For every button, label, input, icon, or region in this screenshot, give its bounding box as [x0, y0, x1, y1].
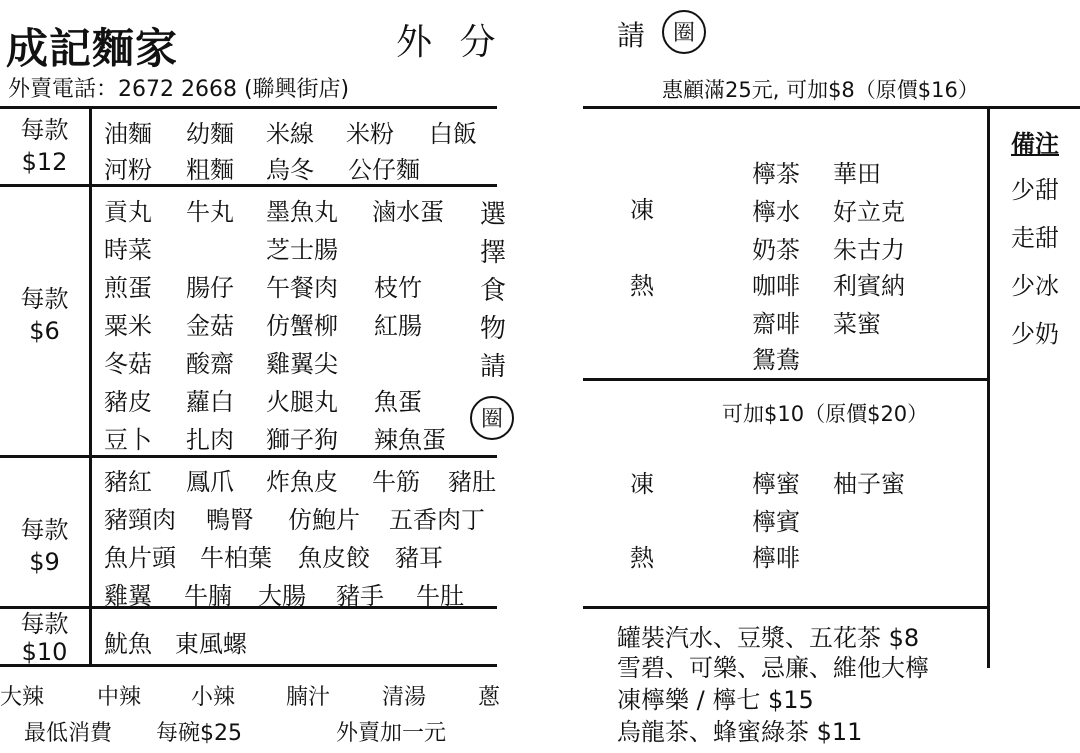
menu-item: 枝竹 [374, 274, 422, 302]
canned-line: 烏龍茶、蜂蜜綠茶 $11 [617, 718, 863, 746]
menu-item: 牛腩 [184, 582, 232, 610]
drink-item: 朱古力 [833, 236, 905, 264]
menu-item: 雞翼尖 [266, 350, 338, 378]
menu-item: 紅腸 [374, 312, 422, 340]
menu-item: 午餐肉 [266, 274, 338, 302]
menu-item: 冬菇 [104, 350, 152, 378]
drink-item: 檸蜜 [752, 470, 800, 498]
per-bowl: 每碗$25 [156, 721, 242, 746]
menu-item: 仿鮑片 [288, 506, 360, 534]
menu-item: 墨魚丸 [266, 198, 338, 226]
cold-label: 凍 [630, 470, 654, 498]
menu-item: 五香肉丁 [389, 506, 485, 534]
drinks10-header: 可加$10（原價$20） [722, 402, 929, 426]
menu-item: 牛丸 [186, 198, 234, 226]
remark-item: 少冰 [1011, 272, 1059, 300]
sauce-option: 腩汁 [286, 685, 331, 710]
remark-item: 少奶 [1011, 320, 1059, 348]
menu-item: 時菜 [104, 236, 152, 264]
takeout-label: 外 分 [396, 22, 504, 63]
menu-item: 獅子狗 [266, 426, 338, 454]
drink-item: 檸啡 [752, 544, 800, 572]
menu-item: 粟米 [104, 312, 152, 340]
note-char: 擇 [479, 238, 506, 268]
price-value: $6 [29, 317, 60, 345]
hot-label: 熱 [630, 272, 654, 300]
note-char: 物 [479, 314, 506, 344]
menu-item: 仿蟹柳 [266, 312, 338, 340]
price-each-label: 每款 [20, 285, 69, 313]
circle-mark [470, 396, 514, 440]
divider [0, 184, 497, 187]
menu-item: 牛柏葉 [200, 544, 272, 572]
canned-line: 凍檸樂 / 檸七 $15 [617, 686, 814, 714]
menu-item: 雞翼 [104, 582, 152, 610]
menu-item: 魚皮餃 [298, 544, 370, 572]
menu-item: 油麵 [104, 120, 152, 148]
menu-item: 炸魚皮 [266, 468, 338, 496]
menu-item: 白飯 [429, 120, 477, 148]
sauce-option: 蔥 [478, 685, 501, 710]
menu-item: 貢丸 [104, 198, 152, 226]
menu-item: 魚蛋 [374, 388, 422, 416]
price-block-6 [0, 283, 89, 347]
price-block-9 [0, 514, 89, 578]
menu-item: 公仔麵 [348, 156, 420, 184]
menu-item: 大腸 [258, 582, 306, 610]
shop-name: 成記麵家 [6, 24, 179, 73]
hot-label: 熱 [630, 544, 654, 572]
menu-item: 酸齋 [186, 350, 234, 378]
circle-char: 圈 [470, 396, 514, 440]
menu-item: 魚片頭 [104, 544, 176, 572]
select-note [478, 196, 508, 386]
sauce-option: 清湯 [382, 685, 427, 710]
menu-item: 豬頸肉 [104, 506, 176, 534]
menu-item: 滷水蛋 [372, 198, 444, 226]
drink-item: 咖啡 [752, 272, 800, 300]
price-each-label: 每款 [20, 610, 69, 638]
menu-item: 豬紅 [104, 468, 152, 496]
drink-item: 鴛鴦 [752, 346, 800, 374]
drink-item: 柚子蜜 [833, 470, 905, 498]
promo-line: 惠顧滿25元, 可加$8（原價$16） [662, 78, 979, 102]
menu-item: 鳳爪 [186, 468, 234, 496]
circle-mark [662, 10, 706, 54]
menu-item: 粗麵 [186, 156, 234, 184]
column-divider [987, 106, 990, 668]
price-value: $9 [29, 548, 60, 576]
divider [583, 378, 989, 381]
menu-item: 米線 [266, 120, 314, 148]
drink-item: 檸賓 [752, 508, 800, 536]
drink-item: 菜蜜 [833, 310, 881, 338]
menu-item: 金菇 [186, 312, 234, 340]
menu-item: 鴨腎 [206, 506, 254, 534]
drink-item: 檸茶 [752, 160, 800, 188]
cold-label: 凍 [630, 196, 654, 224]
remarks-title: 備注 [1011, 130, 1059, 158]
please-label: 請 [617, 19, 646, 52]
menu-item: 煎蛋 [104, 274, 152, 302]
menu-item: 米粉 [346, 120, 394, 148]
phone-line: 外賣電話：2672 2668 (聯興街店) [8, 77, 350, 102]
price-each-label: 每款 [20, 516, 69, 544]
takeout-extra: 外賣加一元 [336, 721, 447, 746]
drink-item: 好立克 [833, 198, 905, 226]
menu-item: 牛肚 [416, 582, 464, 610]
menu-item: 豬手 [336, 582, 384, 610]
drink-item: 利賓納 [833, 272, 905, 300]
menu-item: 火腿丸 [266, 388, 338, 416]
price-value: $10 [21, 638, 68, 666]
price-value: $12 [21, 148, 68, 176]
sauce-option: 大辣 [0, 685, 45, 710]
divider [0, 106, 497, 109]
menu-item: 豬耳 [395, 544, 443, 572]
menu-item: 腸仔 [186, 274, 234, 302]
drink-item: 檸水 [752, 198, 800, 226]
remark-item: 少甜 [1011, 176, 1059, 204]
price-each-label: 每款 [20, 116, 69, 144]
circle-char: 圈 [662, 10, 706, 54]
menu-item: 扎肉 [186, 426, 234, 454]
menu-item: 幼麵 [186, 120, 234, 148]
canned-line: 罐裝汽水、豆漿、五花茶 $8 [617, 624, 920, 652]
menu-item: 豬肚 [448, 468, 496, 496]
column-divider [89, 106, 92, 666]
sauce-option: 中辣 [97, 685, 142, 710]
sauce-option: 小辣 [191, 685, 236, 710]
divider [583, 106, 1080, 109]
menu-item: 豆卜 [104, 426, 152, 454]
menu-item: 河粉 [104, 156, 152, 184]
drink-item: 齋啡 [752, 310, 800, 338]
remark-item: 走甜 [1011, 224, 1059, 252]
note-char: 選 [479, 200, 506, 230]
drink-item: 華田 [833, 160, 881, 188]
note-char: 食 [479, 276, 506, 306]
menu-item: 烏冬 [266, 156, 314, 184]
divider [583, 606, 989, 609]
note-char: 請 [479, 352, 506, 382]
menu-item: 芝士腸 [266, 236, 338, 264]
menu-item: 豬皮 [104, 388, 152, 416]
price-block-10 [0, 610, 89, 666]
menu-item: 辣魚蛋 [374, 426, 446, 454]
menu-item: 蘿白 [186, 388, 234, 416]
divider [0, 455, 497, 458]
drink-item: 奶茶 [752, 236, 800, 264]
min-spend: 最低消費 [24, 721, 113, 746]
canned-line: 雪碧、可樂、忌廉、維他大檸 [617, 654, 929, 682]
menu-item: 牛筋 [372, 468, 420, 496]
price-block-12 [0, 114, 89, 178]
menu-row: 魷魚 東風螺 [104, 630, 247, 658]
